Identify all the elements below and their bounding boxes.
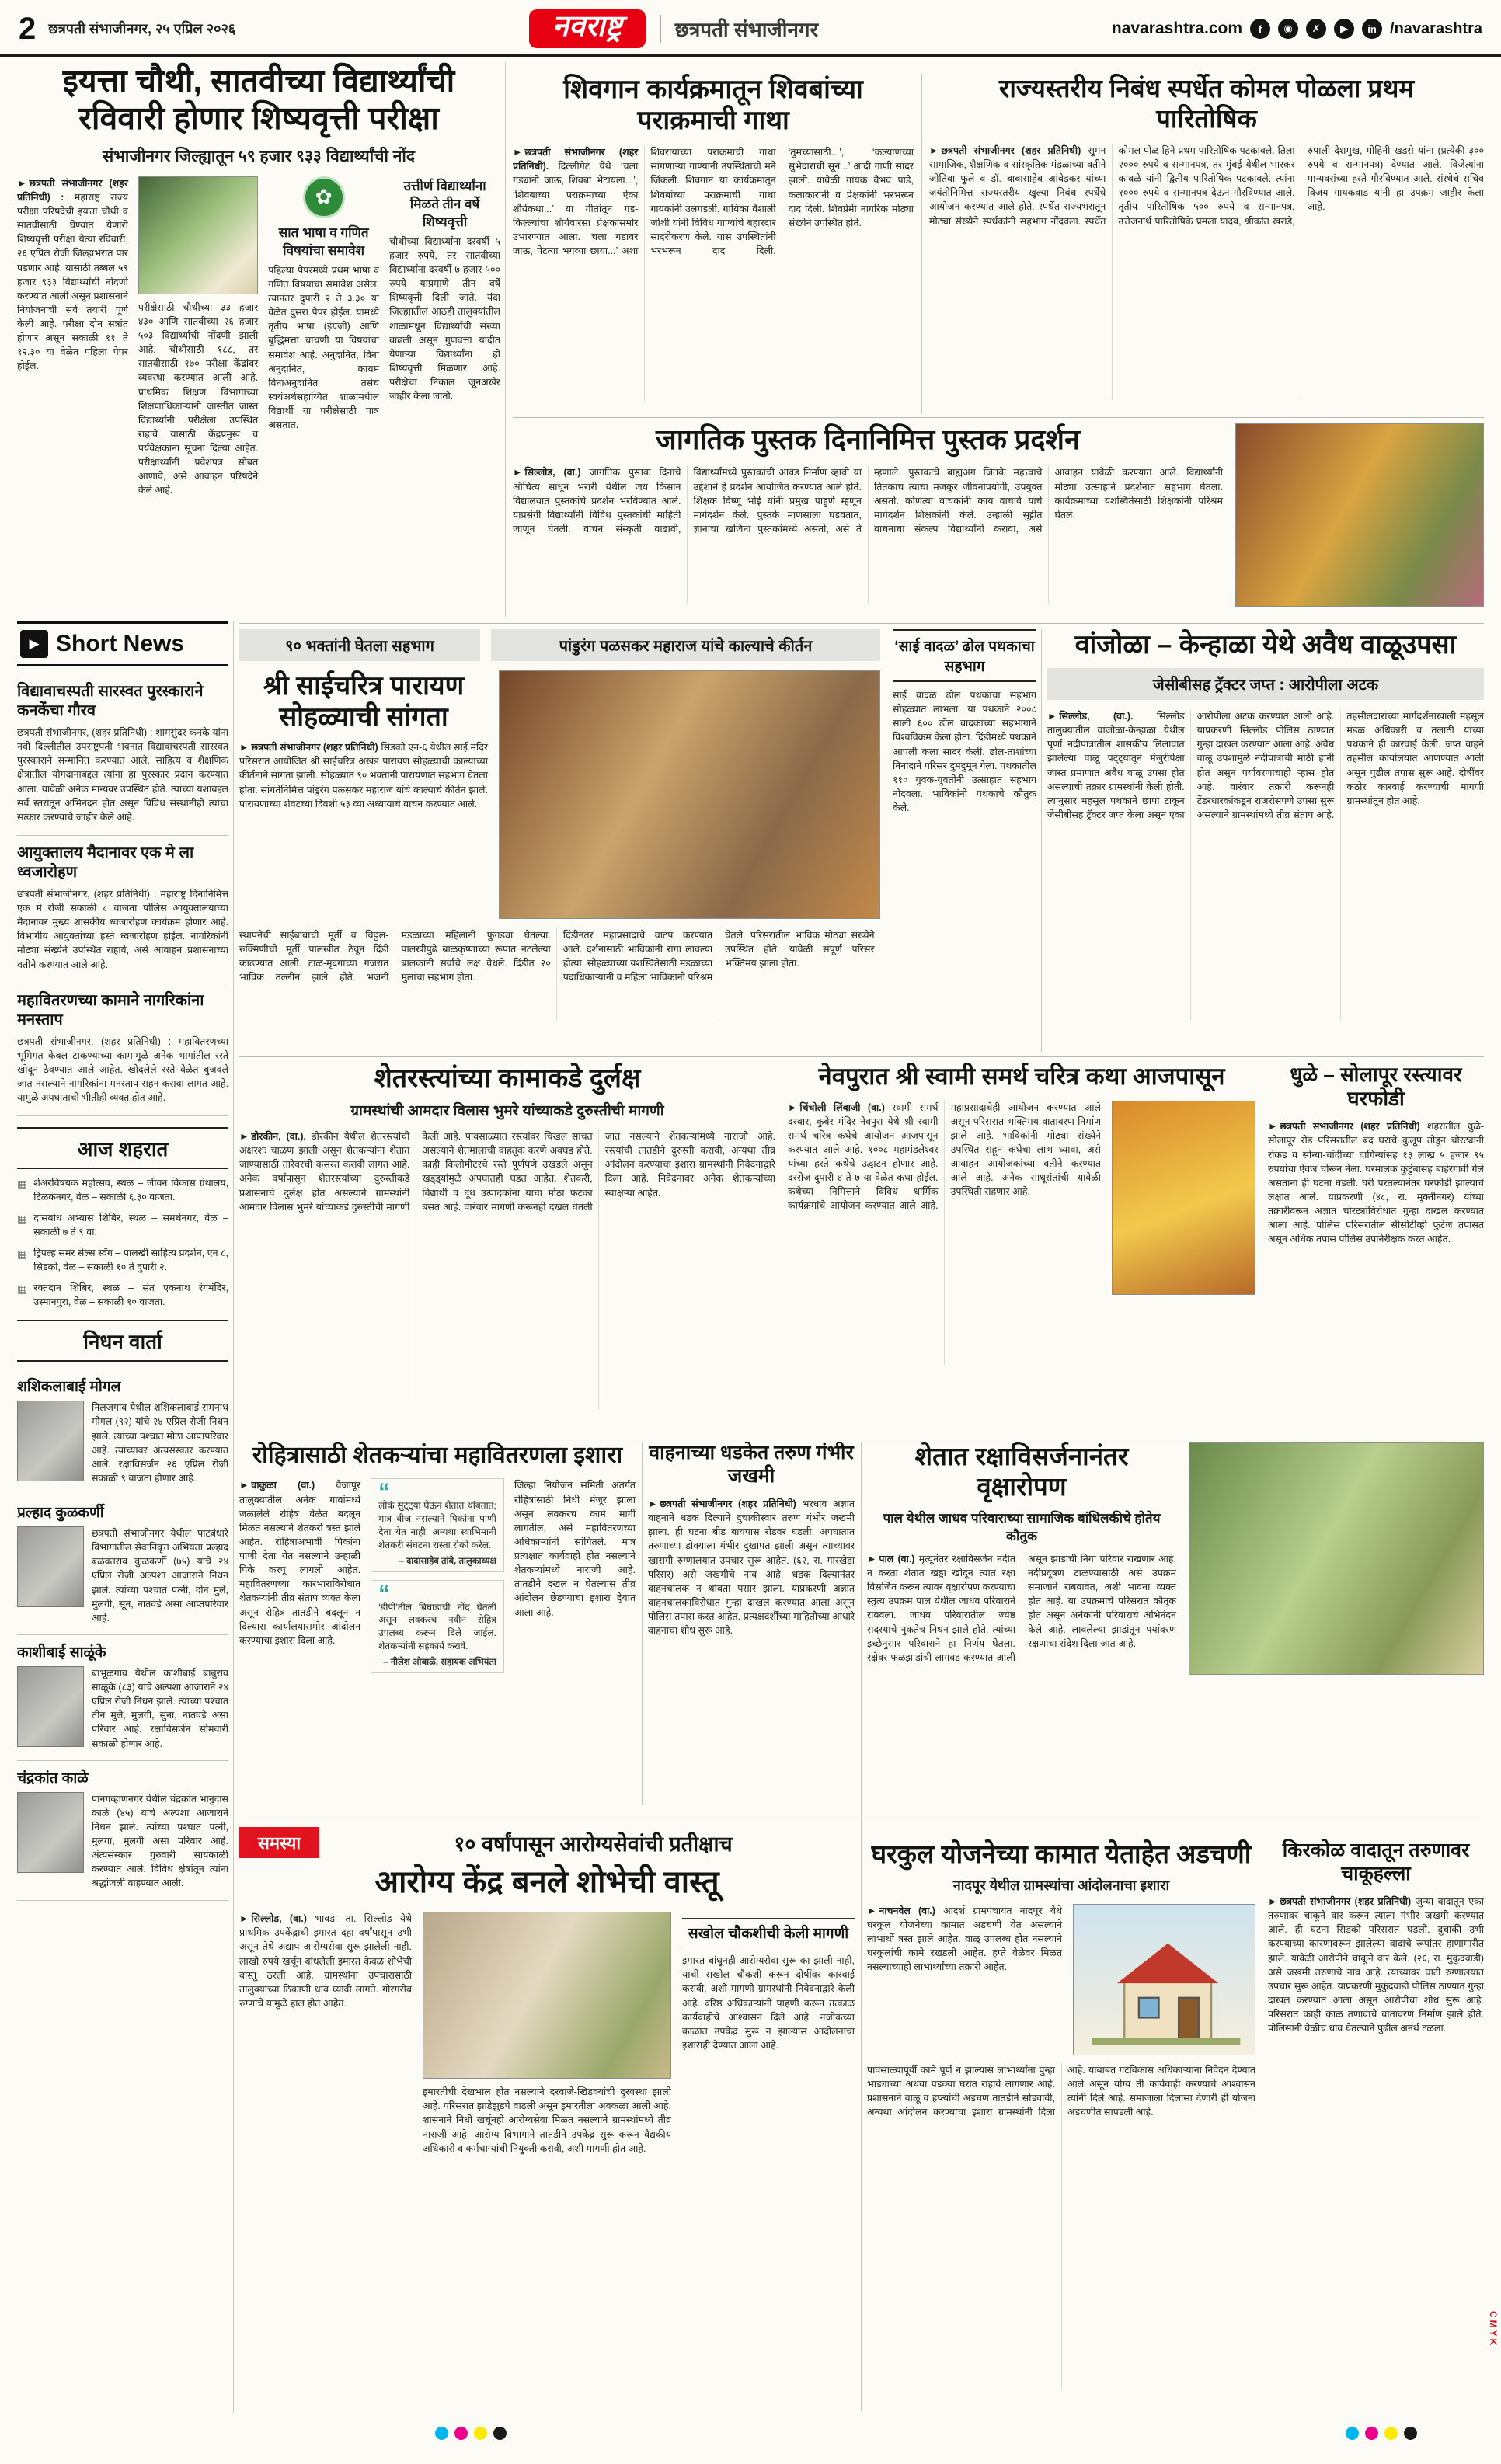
article-essay-prize (929, 74, 1484, 414)
headline: वाहनाच्या धडकेत तरुण गंभीर जखमी (649, 1442, 854, 1487)
obituary-title: निधन वार्ता (17, 1320, 228, 1362)
quote-icon: “ (378, 1580, 391, 1606)
article-sand-mining (1047, 629, 1484, 1052)
event-text: शेअरविषयक महोत्सव, स्थळ – जीवन विकास ग्रंथालय, टिळकनगर, वेळ – सकाळी ६.३० वाजता. (33, 1178, 228, 1202)
body-column (239, 1478, 360, 1680)
headline: राज्यस्तरीय निबंध स्पर्धेत कोमल पोळला प्रथम पारितोषिक (998, 74, 1415, 133)
linkedin-icon[interactable]: in (1362, 19, 1382, 39)
article-sai-parayan (239, 629, 1036, 1052)
body-column (867, 1904, 1062, 2055)
article-knife-attack (1268, 1839, 1484, 2411)
quote-attribution: – नीलेश ओबाळे, सहायक अभियंता (383, 1657, 496, 1667)
black-dot (493, 2427, 507, 2440)
obituary-name: शशिकलाबाई मोगल (17, 1379, 121, 1396)
byline-arrow-icon: ► (867, 1553, 877, 1564)
kicker-row (239, 1827, 855, 1858)
health-center-photo (423, 1912, 671, 2079)
deck: ग्रामस्थांची आमदार विलास भुमरे यांच्याकडे दुरुस्तीची मागणी (350, 1103, 664, 1120)
article-burglary (1268, 1063, 1484, 1429)
body-column (389, 176, 500, 498)
obituary-name: चंद्रकांत काळे (17, 1770, 89, 1787)
body-column (138, 176, 258, 498)
body-column (268, 176, 379, 498)
page-number: 2 (19, 11, 37, 46)
body-text: पहिल्या पेपरमध्ये प्रथम भाषा व गणित विषयांचा समावेश असेल. त्यानंतर दुपारी २ ते ३.३० या वेळेत दुसरा पेपर होईल. यामध्ये तृतीय भाषा (इंग्रजी) आणि बुद्धिमत्ता चाचणी या विषयांचा समावेश आहे. अनुदानित, विना अनुदानित, कायम विनाअनुदानित तसेच स्वयंअर्थसहाय्यित शाळांमधील विद्यार्थी या परीक्षेसाठी पात्र असतात. (268, 264, 380, 431)
city-event-item (17, 1282, 228, 1309)
deck: पाल येथील जाधव परिवाराच्या सामाजिक बांधिलकीचे होतेय कौतुक (883, 1510, 1161, 1543)
body-text (239, 740, 488, 811)
edition-name: छत्रपती संभाजीनगर (660, 15, 818, 43)
article-layout (867, 1904, 1255, 2055)
calendar-icon: ▦ (17, 1282, 28, 1296)
byline-arrow-icon: ► (648, 1498, 658, 1509)
headline: इयत्ता चौथी, सातवीच्या विद्यार्थ्यांची रविवारी होणार शिष्यवृत्ती परीक्षा (62, 63, 455, 137)
city-events-title: आज शहरात (17, 1127, 228, 1169)
photo-column (423, 1912, 671, 2156)
body-column: जिल्हा नियोजन समिती अंतर्गत रोहित्रांसाठी निधी मंजूर झाला असून लवकरच कामे मार्गी लागतील, असे महावितरणच्या अधिकाऱ्यांनी सांगितले. मात्र प्रत्यक्षात कार्यवाही होत नसल्याने शेतकऱ्यांमध्ये नाराजी आहे. तातडीने दखल न घेतल्यास तीव्र आंदोलन छेडण्याचा इशारा दे्यात आला आहे. (514, 1480, 636, 1618)
header-right (1112, 19, 1482, 39)
byline: छत्रपती संभाजीनगर (शहर प्रतिनिधी) (251, 742, 378, 753)
obituary-name: काशीबाई साळूंके (17, 1644, 106, 1661)
short-news-item (17, 836, 228, 983)
article-tree-plantation (867, 1442, 1484, 1805)
article-body (513, 465, 1223, 604)
page-header (0, 8, 1501, 50)
byline-arrow-icon: ► (1268, 1896, 1278, 1907)
byline: छत्रपती संभाजीनगर (शहर प्रतिनिधी) : (17, 177, 128, 203)
article-scholarship-exam (17, 62, 500, 615)
body-text: इमारतीची देखभाल होत नसल्याने दरवाजे-खिडक्यांची दुरवस्था झाली आहे. परिसरात झाडेझुडपे वाढली असून इमारतीला अवकळा आली आहे. शासनाने निधी खर्चूनही आरोग्यसेवा मिळत नसल्याने ग्रामस्थांमध्ये तीव्र नाराजी आहे. आरोग्य विभागाने तातडीने उपकेंद्र सुरू करून वैद्यकीय अधिकारी व कर्मचाऱ्यांची नियुक्ती करावी, अशी मागणी होत आहे. (423, 2086, 671, 2154)
tree-plantation-photo (1189, 1442, 1484, 1675)
city-event-item (17, 1177, 228, 1204)
obituary-body: पानगव्हाणनगर येथील चंद्रकांत भानुदास काळे (४५) यांचे अल्पशा आजाराने निधन झाले. त्यांच्या पश्चात पत्नी, मुलगा, मुलगी असा परिवार आहे. अंत्यसंस्कार गुरुवारी सायंकाळी करण्यात आले. विविध क्षेत्रांतून त्यांना श्रद्धांजली वाहण्यात आली. (92, 1793, 228, 1889)
event-text: ट्रिपल्ह समर सेल्स स्वॅग – पालखी साहित्य प्रदर्शन, एन ८, सिडको, वेळ – सकाळी १० ते दुपारी २. (33, 1248, 228, 1272)
item-title: महावितरणच्या कामाने नागरिकांना मनस्ताप (17, 991, 204, 1028)
subsection-title: उत्तीर्ण विद्यार्थ्यांना मिळते तीन वर्षे शिष्यवृत्ती (403, 178, 486, 229)
byline: छत्रपती संभाजीनगर (शहर प्रतिनिधी) (660, 1498, 796, 1509)
article-text-block (513, 423, 1223, 607)
body-text: इमारत बांधूनही आरोग्यसेवा सुरू का झाली नाही, याची सखोल चौकशी करून दोषींवर कारवाई करावी, अशी मागणी ग्रामस्थांनी निवेदनाद्वारे केली आहे. वरिष्ठ अधिकाऱ्यांनी पाहणी करून तत्काळ कार्यवाहीचे आश्वासन दिले आहे. नजीकच्या काळात उपकेंद्र सुरू न झाल्यास आंदोलनाचा इशाराही देण्यात आला आहे. (682, 1955, 855, 2051)
body-text: जागतिक पुस्तक दिनाचे औचित्य साधून भरारी येथील जय किसान विद्यालयात पुस्तकांचे प्रदर्शन भरविण्यात आले. याप्रसंगी विद्यार्थ्यांनी विविध पुस्तकांची माहिती जाणून घेतली. वाचन संस्कृती वाढावी, विद्यार्थ्यांमध्ये पुस्तकांची आवड निर्माण व्हावी या उद्देशाने हे प्रदर्शन आयोजित करण्यात आले होते. शिक्षक विष्णू भोई यांनी प्रमुख पाहुणे म्हणून मार्गदर्शन केले. पुस्तके माणसाला घडवतात, ज्ञानाचा खजिना पुस्तकांमध्ये असतो, असे ते म्हणाले. पुस्तकाचे बाह्यअंग जितके महत्त्वाचे तितकाच त्याचा मजकूर जीवनोपयोगी, उपयुक्त असतो. कोणत्या वाचकांनी काय वाचावे याचे मार्गदर्शन शिक्षकांनी केले. उन्हाळी सुट्टीत वाचनाचा संकल्प विद्यार्थ्यांनी करावा, असे आवाहन यावेळी करण्यात आले. विद्यार्थ्यांनी मोठ्या उत्साहाने प्रदर्शनात सहभाग घेतला. कार्यक्रमाच्या यशस्वितेसाठी शिक्षकांनी परिश्रम घेतले. (513, 467, 1223, 534)
instagram-icon[interactable]: ◉ (1278, 19, 1298, 39)
article-body (1268, 1895, 1484, 2035)
body-text: दिंडीनंतर महाप्रसादाचे वाटप करण्यात आले. दर्शनासाठी भाविकांनी रांगा लावल्या होत्या. सोहळ्याच्या यशस्वितेसाठी मंडळाच्या पदाधिकाऱ्यांनी व महिला भाविकांनी परिश्रम घेतले. परिसरातील भाविक मोठ्या संख्येने उपस्थित होते. यावेळी संपूर्ण परिसर भक्तिमय झाला होता. (562, 930, 875, 983)
article-body (929, 144, 1484, 400)
byline: छत्रपती संभाजीनगर (शहर प्रतिनिधी). (513, 147, 639, 172)
headline: श्री साईचरित्र पारायण सोहळ्याची सांगता (263, 671, 465, 733)
body-text: सिडको एन-६ येथील साई मंदिर परिसरात आयोजित श्री साईचरित्र अखंड पारायण सोहळ्याची काल्याच्या कीर्तनाने सांगता झाली. सोहळ्यात ९० भक्तांनी पारायणात सहभाग घेतला होता. सांगतेनिमित्त पांडुरंग पळसकर महाराज यांचे काल्याचे कीर्तन झाले. पारायणाच्या शेवटच्या दिवशी ५३ व्या अध्यायाचे वाचन करण्यात आले. (239, 742, 488, 809)
item-body: छत्रपती संभाजीनगर, (शहर प्रतिनिधी) : महावितरणच्या भूमिगत केबल टाकण्याच्या कामामुळे अनेक भागांतील रस्ते खोदून ठेवण्यात आले आहेत. खोदलेले रस्ते वेळेत बुजवले जात नसल्याने नागरिकांना मनस्ताप सहन करावा लागत आहे. यामुळे अपघाताची भीतीही व्यक्त होत आहे. (17, 1035, 228, 1104)
black-dot (1404, 2427, 1417, 2440)
article-layout (867, 1442, 1484, 1805)
headline: जागतिक पुस्तक दिनानिमित्त पुस्तक प्रदर्शन (656, 423, 1080, 455)
short-news-title: Short News (56, 631, 185, 656)
event-text: रक्तदान शिबिर, स्थळ – संत एकनाथ रंगमंदिर, उस्मानपुरा, वेळ – सकाळी १० वाजता. (33, 1282, 228, 1307)
divider-line (513, 417, 1484, 418)
yellow-dot (1384, 2427, 1398, 2440)
kicker: पांडुरंग पळसकर महाराज यांचे काल्याचे कीर्तन (491, 629, 880, 661)
city-event-item (17, 1212, 228, 1239)
website-link[interactable]: navarashtra.com (1111, 19, 1243, 37)
cmyk-print-mark: CMYK (1488, 2311, 1499, 2348)
headline: आरोग्य केंद्र बनले शोभेची वास्तू (374, 1865, 719, 1899)
calendar-icon: ▦ (17, 1213, 28, 1226)
byline-arrow-icon: ► (239, 1480, 249, 1491)
calendar-icon: ▦ (17, 1248, 28, 1261)
divider-line (239, 623, 1484, 624)
article-body (239, 928, 1036, 1021)
article-body (1047, 709, 1484, 1020)
body-text: शहरातील धुळे-सोलापूर रोड परिसरातील बंद घराचे कुलूप तोडून चोरट्यांनी रोकड व सोन्या-चांदीच्या दागिन्यांसह १३ लाख ५ हजार ९५ रुपयांचा ऐवज चोरून नेला. घरमालक कुटुंबासह बाहेरगावी गेले असताना ही घटना घडली. घरी परतल्यानंतर घरफोडी झाल्याचे लक्षात आले. याप्रकरणी (४८, रा. मुक्तीनगर) यांच्या तक्रारीवरून अज्ञात चोरट्यांविरोधात गुन्हा दाखल करण्यात आला आहे. पोलिस परिसरातील सीसीटीव्ही फुटेज तपासत असून अधिक तपास पोलिस उपनिरीक्षक करत आहेत. (1268, 1121, 1484, 1245)
headline: वांजोळा – केन्हाळा येथे अवैध वाळूउपसा (1074, 630, 1457, 660)
body-text: डोरकीन येथील शेतरस्त्यांची अक्षरशः चाळण झाली असून शेतकऱ्यांना शेतात जाण्यासाठी तारेवरची कसरत करावी लागत आहे. अनेक वर्षांपासून शेतरस्त्यांच्या दुरुस्तीकडे प्रशासनाचे दुर्लक्ष होत असल्याने ग्रामस्थांनी आमदार विलास भुमरे यांच्याकडे दुरुस्तीची मागणी केली आहे. पावसाळ्यात रस्त्यांवर चिखल साचत असल्याने शेतमालाची वाहतूक करणे अवघड होते. काही किलोमीटरचे रस्ते पूर्णपणे उखडले असून खड्ड्यांमुळे अपघातही घडत आहेत. शेतकरी, विद्यार्थी व दूध उत्पादकांना याचा मोठा फटका बसत आहे. वारंवार मागणी करूनही दखल घेतली जात नसल्याने शेतकऱ्यांमध्ये नाराजी आहे. रस्त्यांची तातडीने दुरुस्ती करावी, अन्यथा तीव्र आंदोलन करण्याचा इशारा ग्रामस्थांनी निवेदनाद्वारे दिला आहे. निवेदनावर अनेक शेतकऱ्यांच्या स्वाक्षऱ्या आहेत. (239, 1131, 775, 1213)
byline: नाचनवेल (वा.) (879, 1905, 935, 1916)
byline-arrow-icon: ► (17, 177, 27, 189)
body-text: सिल्लोड तालुक्यातील वांजोळा-केन्हाळा येथील पूर्णा नदीपात्रातील शासकीय लिलावात झालेल्या वाळू पट्ट्यातून मंजुरीपेक्षा जास्त प्रमाणात अवैध वाळू उपसा होत असल्याची तक्रार ग्रामस्थांनी केली होती. त्यानुसार महसूल पथकाने छापा टाकून जेसीबीसह ट्रॅक्टर जप्त केला असून एका आरोपीला अटक करण्यात आली आहे. याप्रकरणी सिल्लोड पोलिस ठाण्यात गुन्हा दाखल करण्यात आला आहे. अवैध वाळू उपशामुळे नदीपात्राची मोठी हानी होत असून पर्यावरणाचाही ऱ्हास होत आहे. वारंवार तक्रारी करूनही टेंडरधारकांकडून राजरोसपणे उपसा सुरू असल्याने ग्रामस्थांमध्ये तीव्र संताप आहे. तहसीलदारांच्या मार्गदर्शनाखाली महसूल मंडळ अधिकारी व तलाठी यांच्या पथकाने ही कारवाई केली. जप्त वाहने तहसील कार्यालयात आणण्यात आली असून पुढील तपास सुरू आहे. दोषींवर कठोर कारवाई करण्याची मागणी ग्रामस्थांतून होत आहे. (1047, 711, 1484, 820)
obituary-row (17, 1666, 228, 1751)
body-text: आदर्श ग्रामपंचायत नादपूर येथे घरकुल योजनेच्या कामात अडचणी येत असल्याने लाभार्थी त्रस्त झाले आहेत. वाळू उपलब्ध होत नसल्याने घरकुलांची कामे रखडली आहेत. हप्ते वेळेवर मिळत नसल्याच्याही लाभार्थ्यांच्या तक्रारी आहेत. (867, 1905, 1062, 1973)
obituary-photo (17, 1792, 84, 1873)
quote-icon: “ (378, 1479, 391, 1505)
city-event-item (17, 1247, 228, 1274)
subsection-title: सखोल चौकशीची केली मागणी (682, 1918, 855, 1947)
youtube-icon[interactable]: ▶ (1334, 19, 1354, 39)
article-book-exhibition (513, 423, 1484, 618)
article-swami-katha (788, 1063, 1255, 1429)
kicker: १० वर्षांपासून आरोग्यसेवांची प्रतीक्षाच (454, 1832, 733, 1856)
divider-line (642, 1442, 643, 1805)
headline: शेतात रक्षाविसर्जनानंतर वृक्षारोपण (914, 1442, 1129, 1501)
body-text: भावडा ता. सिल्लोड येथे प्राथमिक उपकेंद्राची इमारत दहा वर्षांपासून उभी असून तेथे अद्याप आरोग्यसेवा सुरू झालेली नाही. लाखो रुपये खर्चून बांधलेली इमारत केवळ शोभेची वास्तू ठरली आहे. ग्रामस्थांना उपचारासाठी तालुक्याच्या ठिकाणी धाव घ्यावी लागते. गोरगरीब रुग्णांचे यामुळे हाल होत आहेत. (239, 1913, 412, 2009)
obituary-item (17, 1635, 228, 1761)
body-text: चौथीच्या विद्यार्थ्यांना दरवर्षी ५ हजार रुपये, तर सातवीच्या विद्यार्थ्यांना दरवर्षी ७ हजार ५०० रुपये याप्रमाणे तीन वर्षे शिष्यवृत्ती दिली जाते. यंदा जिल्ह्यातील आठही तालुक्यांतील शाळांमधून विद्यार्थ्यांची संख्या वाढली असून गुणवत्ता यादीत येणाऱ्या विद्यार्थ्यांना ही शिष्यवृत्ती मिळणार आहे. परीक्षेचा निकाल जूनअखेर जाहीर केला जातो. (389, 235, 500, 402)
byline-arrow-icon: ► (239, 1131, 249, 1143)
headline: शेतरस्त्यांच्या कामाकडे दुर्लक्ष (374, 1063, 641, 1093)
byline-arrow-icon: ► (1047, 711, 1057, 722)
body-column (239, 1912, 412, 2156)
article-gharkul-scheme (867, 1839, 1255, 2411)
obituary-item (17, 1495, 228, 1635)
divider-line (1041, 629, 1042, 1052)
sidebar-box (893, 629, 1036, 919)
byline-arrow-icon: ► (1268, 1121, 1278, 1133)
divider-line (921, 74, 922, 414)
leaf-icon: ✿ (303, 176, 345, 218)
body-text: वैजापूर तालुक्यातील अनेक गावांमध्ये जळालेले रोहित्र वेळेत बदलून मिळत नसल्याने शेतकरी त्रस्त झाले आहेत. रोहित्राअभावी पिकांना पाणी देता येत नसल्याने उन्हाळी पिके करपू लागली आहेत. महावितरणच्या कारभाराविरोधात शेतकऱ्यांनी तीव्र संताप व्यक्त केला असून रोहित्र तातडीने बदलून न दिल्यास कार्यालयासमोर आंदोलन करण्याचा इशारा दिला आहे. (239, 1480, 361, 1646)
subsection-title: सात भाषा व गणित विषयांचा समावेश (278, 224, 369, 258)
article-body (648, 1497, 855, 1637)
byline: पाल (वा.) (879, 1553, 915, 1564)
article-body (239, 1129, 775, 1409)
byline: सिल्लोड, (वा.) (524, 467, 581, 479)
byline: छत्रपती संभाजीनगर (शहर प्रतिनिधी) (1280, 1896, 1412, 1907)
yellow-dot (474, 2427, 487, 2440)
divider-line (239, 1056, 1484, 1057)
byline: छत्रपती संभाजीनगर (शहर प्रतिनिधी) (1280, 1121, 1420, 1133)
gharkul-house-illustration (1073, 1904, 1255, 2055)
deck: जेसीबीसह ट्रॅक्टर जप्त : आरोपीला अटक (1047, 668, 1484, 700)
body-text: स्वामी समर्थ दरबार, कुबेर मंदिर नेवपुरा येथे श्री स्वामी समर्थ चरित्र कथेचे आयोजन आजपासून करण्यात आले आहे. १००८ महामंडलेश्वर यांच्या हस्ते कथेचे उद्घाटन होणार आहे. दररोज दुपारी ४ ते ७ या वेळेत कथा होईल. कथेच्या निमित्ताने विविध धार्मिक कार्यक्रमांचे आयोजन करण्यात आले आहे. महाप्रसादाचेही आयोजन करण्यात आले असून परिसरात भक्तिमय वातावरण निर्माण झाले आहे. भाविकांनी मोठ्या संख्येने उपस्थित राहून कथेचा लाभ घ्यावा, असे आवाहन आयोजकांच्या वतीने करण्यात आले आहे. अनेक साधूसंतांची यावेळी उपस्थिती राहणार आहे. (788, 1101, 1101, 1212)
headline: नेवपुरात श्री स्वामी समर्थ चरित्र कथा आजपासून (818, 1063, 1225, 1090)
body-column (17, 176, 128, 498)
item-body: छत्रपती संभाजीनगर, (शहर प्रतिनिधी) : शामसुंदर कनके यांना नवी दिल्लीतील उपराष्ट्रपती भवनात विद्यावाचस्पती सारस्वत पुरस्काराने सन्मानित करण्यात आले. साहित्य व शैक्षणिक क्षेत्रातील योगदानाबद्दल त्यांना हा पुरस्कार प्रदान करण्यात आला. यावेळी अनेक मान्यवर उपस्थित होते. त्यांच्या यशाबद्दल सर्व स्तरांतून अभिनंदन होत असून विविध संस्थांनीही त्यांचा सत्कार करण्याचे जाहीर केले आहे. (17, 727, 228, 823)
left-sidebar (17, 621, 228, 2413)
divider-line (505, 62, 506, 617)
body-text: स्थापनेची साईबाबांची मूर्ती व विठ्ठल-रुक्मिणीची मूर्ती पालखीत ठेवून दिंडी काढण्यात आली. टाळ-मृदंगाच्या गजरात भाविक तल्लीन झाले होते. भजनी मंडळाच्या महिलांनी फुगड्या घेतल्या. पालखीपुढे बाळकृष्णाच्या रूपात नटलेल्या बालकांनी सर्वांचे लक्ष वेधले. दिंडीत २० मुलांचा सहभाग होता. (239, 930, 551, 983)
divider-line (233, 621, 234, 2413)
quote-text: ‘डीपी’तील बिघाडाची नोंद घेतली असून लवकरच नवीन रोहित्र उपलब्ध करून दिले जाईल. शेतकऱ्यांनी सहकार्य करावे. (378, 1601, 496, 1651)
obituary-body: निलजगाव येथील शशिकलाबाई रामनाथ मोगल (९२) यांचे २४ एप्रिल रोजी निधन झाले. त्यांच्या पश्चात मोठा आप्तपरिवार आहे. त्यांच्यावर अंत्यसंस्कार करण्यात आले. रक्षाविसर्जन २६ एप्रिल रोजी सकाळी ९ वाजता होणार आहे. (92, 1402, 228, 1484)
body-column (682, 1912, 855, 2156)
dateline: छत्रपती संभाजीनगर, २५ एप्रिल २०२६ (48, 21, 236, 37)
cyan-dot (435, 2427, 448, 2440)
sai-ceremony-photo (499, 670, 880, 919)
quote-box (371, 1580, 504, 1673)
kicker: ९० भक्तांनी घेतला सहभाग (239, 629, 480, 661)
byline: चिंचोली लिंबाजी (वा.) (799, 1101, 885, 1113)
article-body (788, 1101, 1101, 1365)
body-text: मृत्यूनंतर रक्षाविसर्जन नदीत न करता शेतात खड्डा खोदून त्यात रक्षा विसर्जित करून त्यावर वृक्षारोपण करण्याचा स्तुत्य उपक्रम पाल येथील जाधव परिवाराने राबवला. जाधव परिवारातील ज्येष्ठ सदस्याचे नुकतेच निधन झाले होते. त्यांच्या इच्छेनुसार परिवाराने हा निर्णय घेतला. रक्षेवर फळझाडांची लागवड करण्यात आली असून झाडांची निगा परिवार राखणार आहे. नदीप्रदूषण टाळण्यासाठी असे उपक्रम समाजाने राबवावेत, अशी भावना व्यक्त होत आहे. या उपक्रमाचे परिसरात कौतुक होत असून अनेकांनी परिवाराचे अभिनंदन केले आहे. लावलेल्या झाडांतून पर्यावरण रक्षणाचा संदेश दिला जात आहे. (867, 1553, 1176, 1663)
box-title: ‘साई वादळ’ ढोल पथकाचा सहभाग (893, 629, 1036, 682)
article-layout (239, 629, 1036, 919)
body-text: भरधाव अज्ञात वाहनाने धडक दिल्याने दुचाकीस्वार तरुण गंभीर जखमी झाला. ही घटना बीड बायपास रोडवर घडली. अपघातात तरुणाच्या डोक्याला गंभीर दुखापत झाली असून त्याच्यावर खासगी रुग्णालयात उपचार सुरू आहेत. (६२, रा. गारखेडा परिसर) असे जखमीचे नाव आहे. धडक दिल्यानंतर वाहनचालक न थांबता पसार झाला. याप्रकरणी अज्ञात वाहनचालकाविरोधात गुन्हा दाखल करण्यात आला असून पोलिस तपास करत आहेत. प्रत्यक्षदर्शींच्या माहितीच्या आधारे वाहनाचा शोध सुरू आहे. (648, 1498, 855, 1637)
problem-label: समस्या (239, 1827, 319, 1858)
byline-arrow-icon: ► (867, 1905, 877, 1916)
article-farm-roads (239, 1063, 775, 1429)
obituary-photo (17, 1526, 84, 1607)
facebook-icon[interactable]: f (1250, 19, 1270, 39)
deck: संभाजीनगर जिल्ह्यातून ५९ हजार ९३३ विद्यार्थ्यांची नोंद (102, 147, 416, 165)
article-body (867, 1552, 1176, 1805)
article-body: पावसाळ्यापूर्वी कामे पूर्ण न झाल्यास लाभार्थ्यांना पुन्हा भाड्याच्या अथवा पडक्या घरात राहावे लागणार आहे. प्रशासनाने वाळू व हप्त्यांची अडचण तातडीने सोडवावी, अन्यथा आंदोलन करण्याचा इशारा ग्रामस्थांनी दिला आहे. याबाबत गटविकास अधिकाऱ्यांना निवेदन देण्यात आले असून योग्य ती कार्यवाही करण्याचे आश्वासन त्यांनी दिले आहे. समाजाला दिलासा देणारी ही योजना अडचणीत सापडली आहे. (867, 2064, 1255, 2118)
body-text: परीक्षेसाठी चौथीच्या ३३ हजार ४३० आणि सातवीच्या २६ हजार ५०३ विद्यार्थ्यांची नोंदणी झाली आहे. चौथीसाठी १८८, तर सातवीसाठी १७० परीक्षा केंद्रांवर व्यवस्था करण्यात आली आहे. प्राथमिक शिक्षण विभागाच्या शिक्षणाधिकाऱ्यांनी जास्तीत जास्त विद्यार्थ्यांनी परीक्षेला उपस्थित राहावे यासाठी केंद्रप्रमुख व पर्यवेक्षकांना सूचना दिल्या आहेत. परीक्षार्थ्यांनी प्रवेशपत्र सोबत आणावे, असे आवाहन परिषदेने केले आहे. (138, 301, 259, 496)
item-body: छत्रपती संभाजीनगर, (शहर प्रतिनिधी) : महाराष्ट्र दिनानिमित्त एक मे रोजी सकाळी ८ वाजता पोलिस आयुक्तालयाच्या मैदानावर मुख्य शासकीय ध्वजारोहण कार्यक्रम होणार आहे. विभागीय आयुक्तांच्या हस्ते ध्वजारोहण होईल. नागरिकांनी मोठ्या संख्येने उपस्थित राहावे, असे आवाहन प्रशासनाच्या वतीने करण्यात आले आहे. (17, 888, 228, 970)
obituary-photo (17, 1401, 84, 1481)
swami-portrait-photo (1112, 1101, 1255, 1295)
quote-box (371, 1478, 504, 1571)
article-layout (513, 423, 1484, 607)
city-events-list (17, 1177, 228, 1309)
obituary-item (17, 1369, 228, 1495)
byline: छत्रपती संभाजीनगर (शहर प्रतिनिधी) (941, 144, 1081, 156)
article-health-center (239, 1827, 855, 2411)
magenta-dot (1365, 2427, 1378, 2440)
magenta-dot (454, 2427, 468, 2440)
body-text: दिल्लीगेट येथे ‘चला गड्यांनो जाऊ, शिवबा भेटायला...’, ‘शिवबाच्या पराक्रमाच्या ऐका शौर्यकथा...’ या गीतांतून गड-किल्ल्यांचा शौर्यवारसा प्रेक्षकांसमोर उभारण्यात आला. ‘चला गडावर जाऊ, पेटत्या भगव्या छाया...’ अशा शिवरायांच्या पराक्रमाची गाथा सांगणाऱ्या गाण्यांनी उपस्थितांची मने जिंकली. शिवगान या कार्यक्रमातून शिवबांच्या पराक्रमाची गाथा गायकांनी उलगडली. गायिका वैशाली जोशी यांनी विविध गाण्यांचे बहारदार सादरीकरण केले. यास उपस्थितांनी भरभरून दाद दिली. ‘तुमच्यासाठी...’, ‘कल्याणच्या सुभेदाराची सून...’ आदी गाणी सादर झाली. यावेळी गायक वैभव पांडे, कलाकारांनी व प्रेक्षकांनी भरभरून दाद दिली. शिवप्रेमी नागरिक मोठ्या संख्येने उपस्थित होते. (513, 147, 914, 257)
header-center (529, 9, 818, 48)
header-left (19, 12, 235, 47)
article-text-block (867, 1442, 1176, 1805)
leaf-badge (268, 176, 379, 218)
article-transformer-warning (239, 1442, 636, 1805)
headline-block (239, 670, 488, 919)
item-title: विद्यावाचस्पती सारस्वत पुरस्काराने कनकेंचा गौरव (17, 683, 204, 719)
body-text: जुन्या वादातून एका तरुणावर चाकूने वार करून त्याला गंभीर जखमी करण्यात आले. ही घटना सिडको परिसरात घडली. दुचाकी उभी करण्याच्या कारणावरून झालेल्या वादाचे रूपांतर हाणामारीत झाले. यावेळी आरोपीने चाकूने वार केले. (२६, रा. मुकुंदवाडी) असे जखमी तरुणाचे नाव आहे. त्याच्यावर घाटी रुग्णालयात उपचार सुरू आहेत. याप्रकरणी मुकुंदवाडी पोलिस ठाण्यात गुन्हा दाखल करण्यात आला असून आरोपीचा शोध सुरू आहे. परिसरात काही काळ तणावाचे वातावरण निर्माण झाले होते. पोलिसांनी वेळीच धाव घेतल्याने पुढील अनर्थ टळला. (1268, 1896, 1484, 2034)
byline: वाकुळा (वा.) (251, 1480, 315, 1491)
byline: सिल्लोड, (वा.). (1059, 711, 1134, 722)
article-shivgan (513, 74, 914, 414)
short-news-item (17, 674, 228, 836)
quotes-column (371, 1478, 504, 1680)
byline-arrow-icon: ► (239, 742, 249, 753)
byline-arrow-icon: ► (239, 1913, 249, 1925)
registration-dots (1346, 2427, 1417, 2440)
registration-dots (435, 2427, 507, 2440)
article-body (1268, 1119, 1484, 1246)
short-news-icon: ▶ (20, 630, 48, 658)
article-layout (788, 1101, 1255, 1365)
byline-arrow-icon: ► (513, 147, 523, 158)
kicker-row (239, 629, 880, 661)
byline-arrow-icon: ► (929, 144, 939, 156)
byline-arrow-icon: ► (788, 1101, 798, 1113)
article-layout (239, 1478, 636, 1680)
obituary-item (17, 1761, 228, 1901)
quote-text: लोकं सुट्ट्या घेऊन शेतात थांबतात; मात्र वीज नसल्याने पिकांना पाणी देता येत नाही. अन्यथा स्वाभिमानी शेतकरी संघटना रास्ता रोको करेल. (378, 1500, 496, 1550)
headline-photo-row (239, 670, 880, 919)
short-news-header (17, 621, 228, 666)
x-icon[interactable]: ✗ (1306, 19, 1326, 39)
cyan-dot (1346, 2427, 1359, 2440)
article-body (17, 176, 500, 498)
divider-line (861, 1442, 862, 2411)
masthead-logo: नवराष्ट्र (529, 9, 646, 48)
headline: धुळे – सोलापूर रस्त्यावर घरफोडी (1290, 1063, 1462, 1110)
byline: डोरकीन, (वा.). (251, 1131, 307, 1143)
headline: किरकोळ वादातून तरुणावर चाकूहल्ला (1282, 1839, 1470, 1885)
byline: सिल्लोड, (वा.) (251, 1913, 307, 1925)
event-text: दासबोध अभ्यास शिबिर, स्थळ – समर्थनगर, वेळ – सकाळी ७ ते ९ वा. (33, 1213, 228, 1237)
headline: शिवगान कार्यक्रमातून शिवबांच्या पराक्रमाची गाथा (563, 75, 863, 136)
exam-writing-photo (138, 176, 258, 294)
headline: घरकुल योजनेच्या कामात येताहेत अडचणी (871, 1839, 1252, 1868)
article-body (513, 145, 914, 402)
byline-arrow-icon: ► (513, 467, 523, 479)
obituary-row (17, 1526, 228, 1625)
book-exhibition-photo (1235, 423, 1484, 607)
item-title: आयुक्तालय मैदानावर एक मे ला ध्वजारोहण (17, 844, 194, 881)
body-text: महाराष्ट्र राज्य परीक्षा परिषदेची इयत्ता चौथी व सातवीसाठी घेण्यात येणारी शिष्यवृत्ती परीक्षा येत्या रविवारी, २६ एप्रिल रोजी जिल्हाभरात पार पडणार आहे. यासाठी तब्बल ५९ हजार ९३३ विद्यार्थ्यांची नोंदणी करण्यात आली असून प्रशासनाने नियोजनाची सर्व तयारी पूर्ण केली आहे. परीक्षा दोन सत्रांत होणार असून सकाळी ११ ते १२.३० या वेळेत पहिला पेपर होईल. (17, 191, 128, 372)
deck: नादपूर येथील ग्रामस्थांचा आंदोलनाचा इशारा (952, 1877, 1170, 1893)
obituary-body: छत्रपती संभाजीनगर येथील पाटबंधारे विभागातील सेवानिवृत्त अभियंता प्रल्हाद बळवंतराव कुळकर्णी (७५) यांचे २४ एप्रिल रोजी अल्पशा आजाराने निधन झाले. त्यांच्या पश्चात पत्नी, दोन मुले, मुलगी, सून, नातवंडे असा आप्तपरिवार आहे. (92, 1528, 228, 1624)
obituary-photo (17, 1666, 84, 1747)
header-rule (0, 54, 1501, 57)
calendar-icon: ▦ (17, 1178, 28, 1191)
headline: रोहित्रासाठी शेतकऱ्यांचा महावितरणला इशारा (252, 1443, 623, 1468)
obituary-row (17, 1792, 228, 1891)
social-handle: /navarashtra (1390, 19, 1482, 37)
obituary-row (17, 1401, 228, 1485)
article-main (239, 629, 880, 919)
body-text: सुमन सामाजिक, शैक्षणिक व सांस्कृतिक मंडळाच्या वतीने जोतिबा फुले व डॉ. बाबासाहेब आंबेडकर यांच्या जयंतीनिमित्त राज्यस्तरीय खुल्या निबंध स्पर्धेचे आयोजन करण्यात आले होते. स्पर्धेत राज्यभरातून मोठ्या संख्येने स्पर्धकांनी सहभाग नोंदवला. स्पर्धेत कोमल पोळ हिने प्रथम पारितोषिक पटकावले. तिला २००० रुपये व सन्मानपत्र, तर मुंबई येथील भास्कर कांबळे यांनी द्वितीय पारितोषिक पटकावले. त्यांना १००० रुपये व सन्मानपत्र देऊन गौरविण्यात आले. तृतीय पारितोषिक ५०० रुपये व सन्मानपत्र, उत्तेजनार्थ पारितोषिके प्रमला यादव, श्रीकांत खराडे, रुपाली देशमुख, मोहिनी खडसे यांना (प्रत्येकी ३०० रुपये व सन्मानपत्र) देण्यात आले. विजेत्यांना मान्यवरांच्या हस्ते गौरविण्यात आले. संस्थेचे सचिव विजय गायकवाड यांनी हा उपक्रम जाहीर केला आहे. (929, 144, 1484, 227)
article-accident (648, 1442, 855, 1805)
article-layout (239, 1912, 855, 2156)
obituary-body: बाभूळगाव येथील काशीबाई बाबुराव साळूंके (८३) यांचे अल्पशा आजाराने २४ एप्रिल रोजी निधन झाले. त्यांच्या पश्चात तीन मुले, मुलगी, सुना, नातवंडे असा परिवार आहे. रक्षाविसर्जन सोमवारी सकाळी होणार आहे. (92, 1667, 228, 1749)
quote-attribution: – दादासाहेब तांबे, तालुकाध्यक्ष (399, 1556, 496, 1566)
obituary-name: प्रल्हाद कुळकर्णी (17, 1505, 104, 1521)
box-body: साई वादळ ढोल पथकाचा सहभाग सोहळ्यात लाभला. या पथकाने २००८ साली ६०० ढोल वादकांच्या सहभागाने विश्वविक्रम केला होता. दिंडीमध्ये पथकाने आपली कला सादर केली. ढोल-ताशांच्या निनादाने परिसर दुमदुमून गेला. पथकातील ११० युवक-युवतींनी उत्साहात सहभाग नोंदवला. भाविकांनी पथकाचे कौतुक केले. (893, 690, 1036, 813)
short-news-item (17, 983, 228, 1117)
